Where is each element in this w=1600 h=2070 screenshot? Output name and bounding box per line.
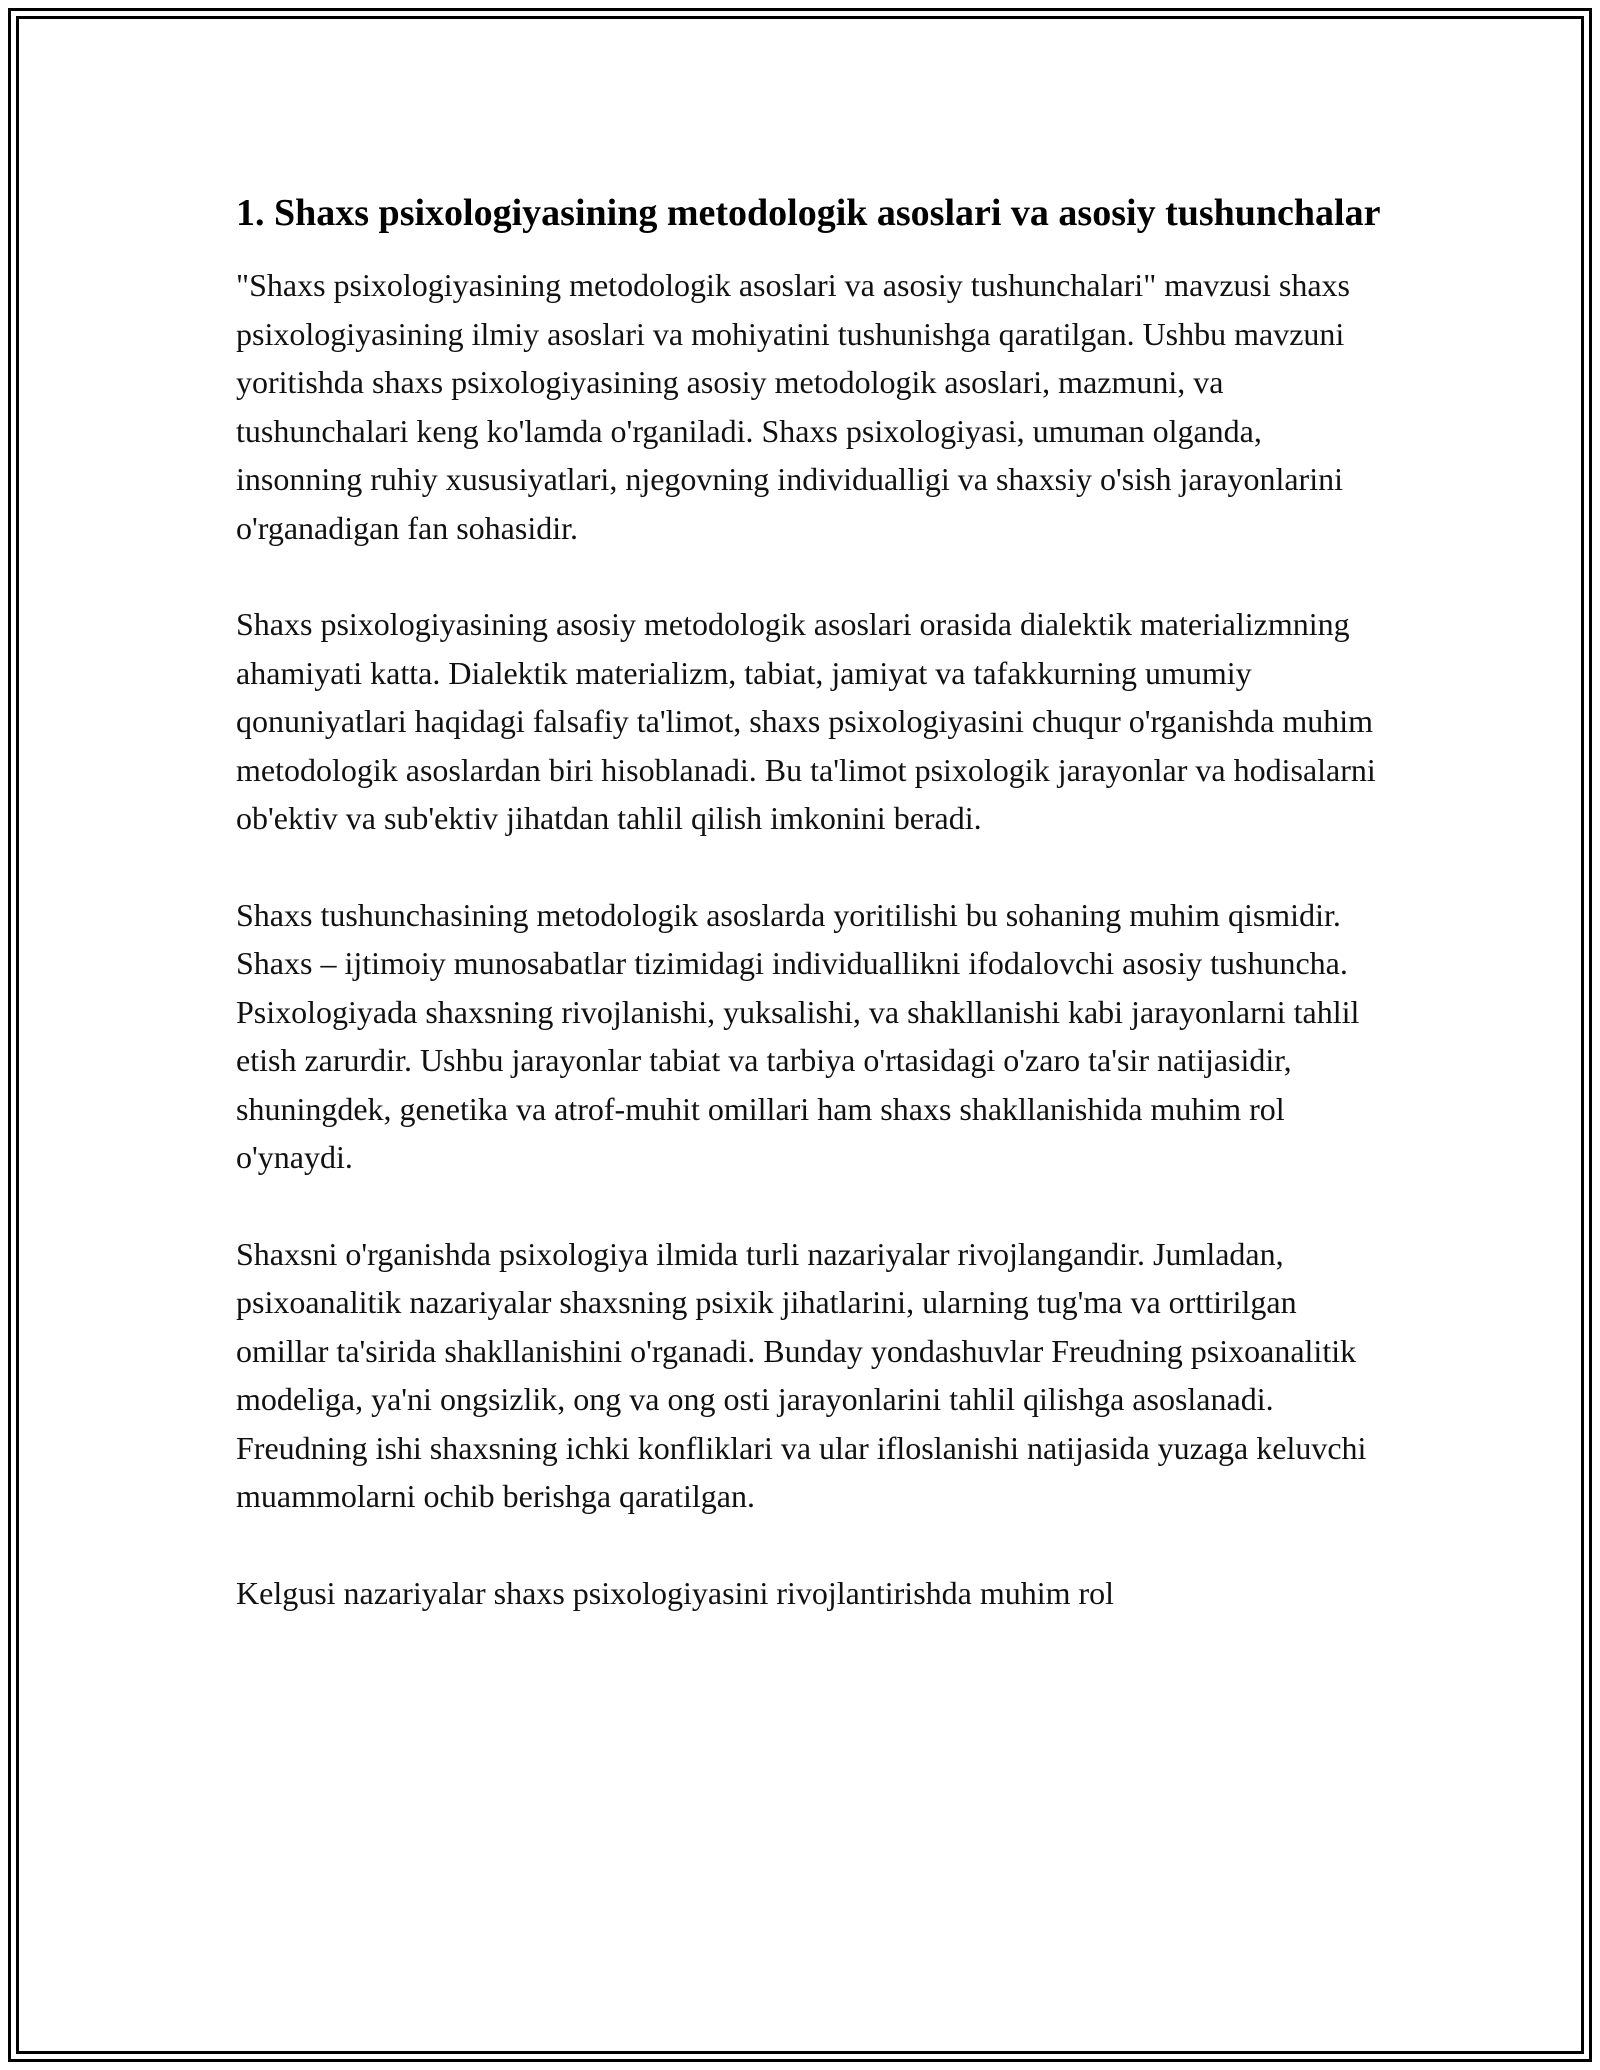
paragraph-5: Kelgusi nazariyalar shaxs psixologiyasini rivojlantirishda muhim rol: [236, 1574, 1115, 1611]
paragraph-4: Shaxsni o'rganishda psixologiya ilmida turli nazariyalar rivojlangandir. Jumladan, psixoanalitik nazariyalar shaxsning psixik jihatlarini, ularning tug'ma va orttirilgan omillar ta'sirida shakllanishini o'rganadi. Bunday yondashuvlar Freudning psixoanalitik modeliga, ya'ni ongsizlik, ong va ong osti jarayonlarini tahlil qilishga asoslanadi. Freudning ishi shaxsning ichki konfliklari va ular ifloslanishi natijasida yuzaga keluvchi muammolarni ochib berishga qaratilgan.: [236, 1235, 1367, 1514]
paragraph-2: Shaxs psixologiyasining asosiy metodologik asoslari orasida dialektik materializmning ahamiyati katta. Dialektik materializm, tabiat, jamiyat va tafakkurning umumiy qonuniyatlari haqidagi falsafiy ta'limot, shaxs psixologiyasini chuqur o'rganishda muhim metodologik asoslardan biri hisoblanadi. Bu ta'limot psixologik jarayonlar va hodisalarni ob'ektiv va sub'ektiv jihatdan tahlil qilish imkonini beradi.: [236, 606, 1376, 836]
paragraph-1: "Shaxs psixologiyasining metodologik asoslari va asosiy tushunchalari" mavzusi shaxs psixologiyasining ilmiy asoslari va mohiyatini tushunishga qaratilgan. Ushbu mavzuni yoritishda shaxs psixologiyasining asosiy metodologik asoslari, mazmuni, va tushunchalari keng ko'lamda o'rganiladi. Shaxs psixologiyasi, umuman olganda, insonning ruhiy xususiyatlari, njegovning individualligi va shaxsiy o'sish jarayonlarini o'rganadigan fan sohasidir.: [236, 267, 1350, 546]
section-heading: 1. Shaxs psixologiyasining metodologik asoslari va asosiy tushunchalar: [236, 192, 1381, 234]
document-body: [236, 186, 1386, 1665]
paragraph-3: Shaxs tushunchasining metodologik asoslarda yoritilishi bu sohaning muhim qismidir. Shaxs – ijtimoiy munosabatlar tizimidagi individuallikni ifodalovchi asosiy tushuncha. Psixologiyada shaxsning rivojlanishi, yuksalishi, va shakllanishi kabi jarayonlarni tahlil etish zarurdir. Ushbu jarayonlar tabiat va tarbiya o'rtasidagi o'zaro ta'sir natijasidir, shuningdek, genetika va atrof-muhit omillari ham shaxs shakllanishida muhim rol o'ynaydi.: [236, 896, 1360, 1175]
